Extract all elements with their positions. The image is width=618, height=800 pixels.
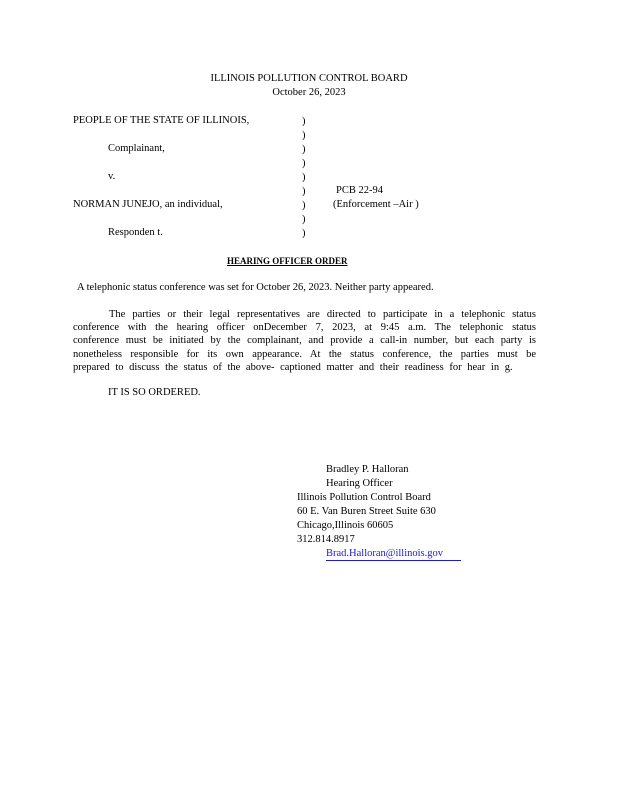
caption-paren: ) <box>302 158 306 169</box>
caption-paren: ) <box>302 172 306 183</box>
signer-org: Illinois Pollution Control Board <box>297 492 431 503</box>
caption-paren: ) <box>302 144 306 155</box>
signer-phone: 312.814.8917 <box>297 534 355 545</box>
caption-paren: ) <box>302 200 306 211</box>
respondent-name: NORMAN JUNEJO, an individual, <box>73 199 223 210</box>
paragraph-2: The parties or their legal representatives are directed to participate in a telephonic status conference with the hearing officer onDecember 7, 2023, at 9:45 a.m. The telephonic status conference must be initiated by the complainant, and provide a call-in number, but each party is nonetheless responsible for its own appearance. At the status conference, the parties must be prepared to discuss the status of the above- captioned matter and their readiness for hear in g. <box>73 309 536 373</box>
caption-paren: ) <box>302 214 306 225</box>
complainant-role: Complainant, <box>108 143 165 154</box>
respondent-role: Responden t. <box>108 227 163 238</box>
paragraph-1: A telephonic status conference was set for October 26, 2023. Neither party appeared. <box>77 282 434 293</box>
complainant-name: PEOPLE OF THE STATE OF ILLINOIS, <box>73 115 250 126</box>
paragraph-3: IT IS SO ORDERED. <box>108 387 201 398</box>
caption-paren: ) <box>302 130 306 141</box>
signer-address: 60 E. Van Buren Street Suite 630 <box>297 506 436 517</box>
signer-title: Hearing Officer <box>326 478 393 489</box>
order-date: October 26, 2023 <box>272 87 346 98</box>
agency-name: ILLINOIS POLLUTION CONTROL BOARD <box>210 73 408 84</box>
caption-paren: ) <box>302 186 306 197</box>
case-number: PCB 22-94 <box>336 185 383 196</box>
caption-paren-column <box>302 115 306 241</box>
signer-email-link[interactable]: Brad.Halloran@illinois.gov <box>326 548 443 559</box>
case-type: (Enforcement –Air ) <box>333 199 419 210</box>
versus-label: v. <box>108 171 116 182</box>
paragraph-2-block <box>73 308 536 374</box>
caption-paren: ) <box>302 228 306 239</box>
caption-paren: ) <box>302 116 306 127</box>
signer-name: Bradley P. Halloran <box>326 464 409 475</box>
order-title: HEARING OFFICER ORDER <box>227 256 348 266</box>
signer-city: Chicago,Illinois 60605 <box>297 520 394 531</box>
